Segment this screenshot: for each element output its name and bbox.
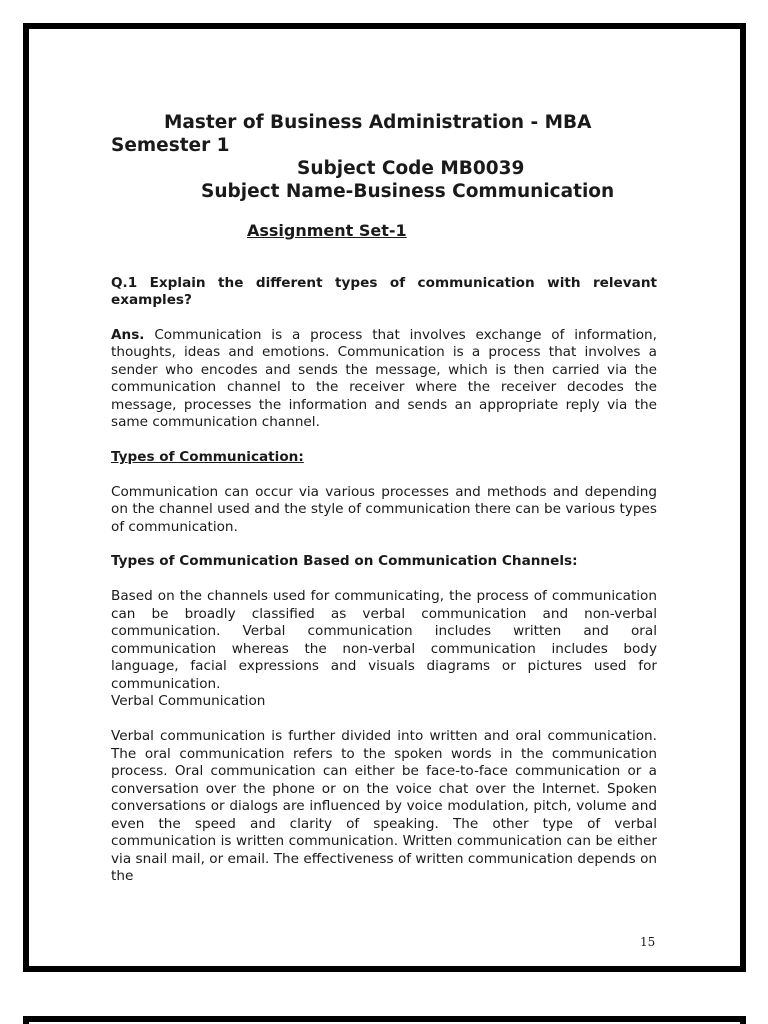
subject-code: Subject Code MB0039: [297, 158, 525, 179]
program-title: Master of Business Administration - MBA: [164, 112, 592, 133]
answer-text: Communication is a process that involves exchange of information, thoughts, ideas and emotions. Communication is a process that involves a sender who encodes and sends the message, which is then carried via the communication channel to the receiver where the receiver decodes the message, processes the information and sends an appropriate reply via the same communication channel.: [111, 326, 657, 431]
answer-paragraph: [111, 327, 657, 432]
channels-heading: Types of Communication Based on Communication Channels:: [111, 553, 578, 570]
semester-title: Semester 1: [111, 135, 230, 156]
subject-name: Subject Name-Business Communication: [201, 181, 615, 202]
types-paragraph: Communication can occur via various processes and methods and depending on the channel used and the style of communication there can be various types of communication.: [111, 483, 657, 535]
channels-paragraph: Based on the channels used for communicating, the process of communication can be broadly classified as verbal communication and non-verbal communication. Verbal communication includes written and oral communication whereas the non-verbal communication includes body language, facial expressions and visuals diagrams or pictures used for communication.: [111, 588, 657, 692]
next-page-edge: [23, 1016, 746, 1024]
question-1: Q.1 Explain the different types of communication with relevant examples?: [111, 275, 657, 309]
verbal-paragraph: Verbal communication is further divided into written and oral communication. The oral communication refers to the spoken words in the communication process. Oral communication can either be face-to-face communication or a conversation over the phone or on the voice chat over the Internet. Spoken conversations or dialogs are influenced by voice modulation, pitch, volume and even the speed and clarity of speaking. The other type of verbal communication is written communication. Written communication can be either via snail mail, or email. The effectiveness of written communication depends on the: [111, 728, 657, 885]
assignment-heading: [111, 221, 657, 241]
page-number: 15: [640, 935, 656, 949]
page-content: [111, 111, 657, 886]
verbal-communication-label: Verbal Communication: [111, 693, 266, 710]
answer-label: Ans.: [111, 326, 145, 343]
assignment-heading-text: Assignment Set-1: [247, 221, 407, 240]
types-heading: Types of Communication:: [111, 448, 304, 465]
document-page: [23, 23, 746, 972]
